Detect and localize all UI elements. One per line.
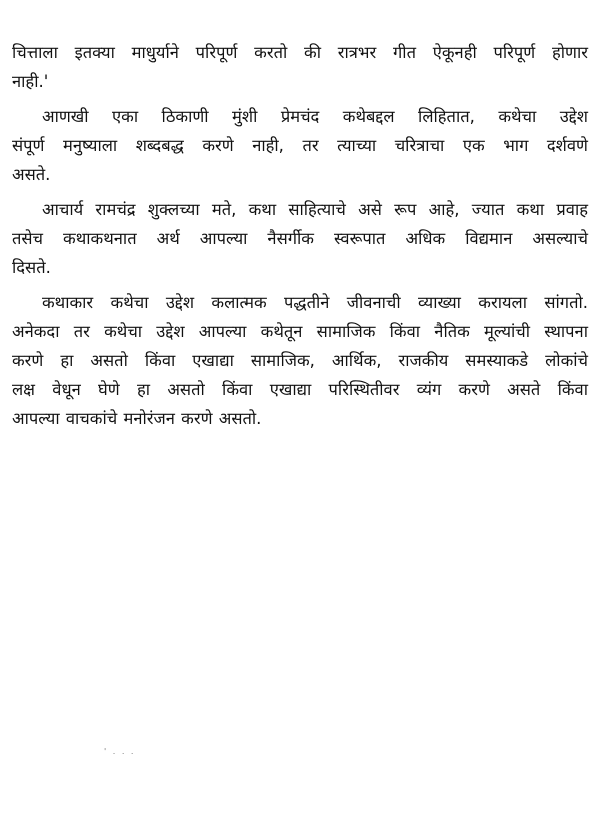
paragraph-1 — [12, 38, 588, 96]
text-line: लक्ष वेधून घेणे हा असतो किंवा एखाद्या परिस्थितीवर व्यंग करणे असते किंवा — [12, 380, 588, 399]
text-line: तसेच कथाकथनात अर्थ आपल्या नैसर्गीक स्वरूपात अधिक विद्यमान असल्याचे — [12, 229, 588, 248]
paragraph-2 — [12, 102, 588, 189]
text-line: दिसते. — [12, 258, 51, 277]
paragraph-3 — [12, 195, 588, 282]
text-line: संपूर्ण मनुष्याला शब्दबद्ध करणे नाही, तर त्याच्या चरित्राचा एक भाग दर्शवणे — [12, 136, 588, 155]
text-line: नाही.' — [12, 72, 49, 91]
text-line: कथाकार कथेचा उद्देश कलात्मक पद्धतीने जीवनाची व्याख्या करायला सांगतो. — [42, 293, 588, 312]
scan-speck: ' . . . — [104, 747, 136, 756]
text-block — [12, 38, 588, 439]
text-line: अनेकदा तर कथेचा उद्देश आपल्या कथेतून सामाजिक किंवा नैतिक मूल्यांची स्थापना — [12, 322, 588, 341]
text-line: असते. — [12, 165, 51, 184]
paragraph-4 — [12, 288, 588, 433]
text-line: करणे हा असतो किंवा एखाद्या सामाजिक, आर्थिक, राजकीय समस्याकडे लोकांचे — [12, 351, 588, 370]
text-line: आणखी एका ठिकाणी मुंशी प्रेमचंद कथेबद्दल लिहितात, कथेचा उद्देश — [42, 107, 588, 126]
text-line: चित्ताला इतक्या माधुर्याने परिपूर्ण करतो की रात्रभर गीत ऐकूनही परिपूर्ण होणार — [12, 43, 588, 62]
text-line: आचार्य रामचंद्र शुक्लच्या मते, कथा साहित्याचे असे रूप आहे, ज्यात कथा प्रवाह — [42, 200, 588, 219]
text-line: आपल्या वाचकांचे मनोरंजन करणे असतो. — [12, 409, 262, 428]
